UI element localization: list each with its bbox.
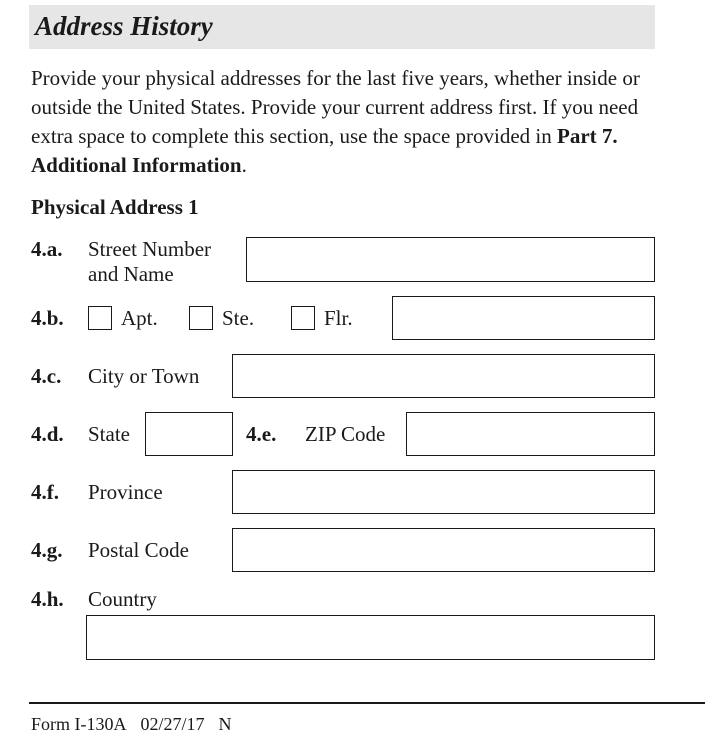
street-number-and-name-input[interactable]: [246, 237, 655, 282]
street-label-line1: Street Number: [88, 237, 212, 261]
item-number-4d: 4.d.: [31, 422, 64, 446]
zip-code-input[interactable]: [406, 412, 655, 456]
country-input[interactable]: [86, 615, 655, 660]
country-label: Country: [88, 587, 157, 611]
intro-text: Provide your physical addresses for the last five years, whether inside or outside the United States. Provide your current address first. If you need extra space to complete this section, use the space provided in: [31, 66, 640, 148]
intro-paragraph: [31, 64, 671, 180]
item-number-4a: 4.a.: [31, 237, 63, 261]
physical-address-heading: Physical Address 1: [31, 195, 199, 219]
ste-checkbox[interactable]: [189, 306, 213, 330]
section-header-bar: [29, 5, 655, 49]
footer-divider: [29, 702, 705, 704]
form-edition-date: 02/27/17: [140, 714, 205, 734]
unit-number-input[interactable]: [392, 296, 655, 340]
province-input[interactable]: [232, 470, 655, 514]
item-number-4e: 4.e.: [246, 422, 277, 446]
province-label: Province: [88, 480, 163, 504]
city-or-town-input[interactable]: [232, 354, 655, 398]
zip-code-label: ZIP Code: [305, 422, 386, 446]
form-footer: [31, 714, 246, 735]
item-number-4f: 4.f.: [31, 480, 59, 504]
intro-part-reference: Part 7. Additional Information: [31, 124, 618, 177]
section-title: Address History: [35, 11, 213, 41]
state-input[interactable]: [145, 412, 233, 456]
item-number-4h: 4.h.: [31, 587, 64, 611]
ste-label: Ste.: [222, 306, 255, 330]
item-number-4b: 4.b.: [31, 306, 64, 330]
item-number-4g: 4.g.: [31, 538, 63, 562]
postal-code-label: Postal Code: [88, 538, 189, 562]
postal-code-input[interactable]: [232, 528, 655, 572]
flr-checkbox[interactable]: [291, 306, 315, 330]
apt-label: Apt.: [121, 306, 158, 330]
form-number: Form I-130A: [31, 714, 127, 734]
city-label: City or Town: [88, 364, 200, 388]
state-label: State: [88, 422, 130, 446]
apt-checkbox[interactable]: [88, 306, 112, 330]
item-number-4c: 4.c.: [31, 364, 62, 388]
intro-text-end: .: [241, 153, 247, 177]
street-label-line2: and Name: [88, 262, 174, 286]
form-edition-code: N: [218, 714, 232, 734]
flr-label: Flr.: [324, 306, 353, 330]
